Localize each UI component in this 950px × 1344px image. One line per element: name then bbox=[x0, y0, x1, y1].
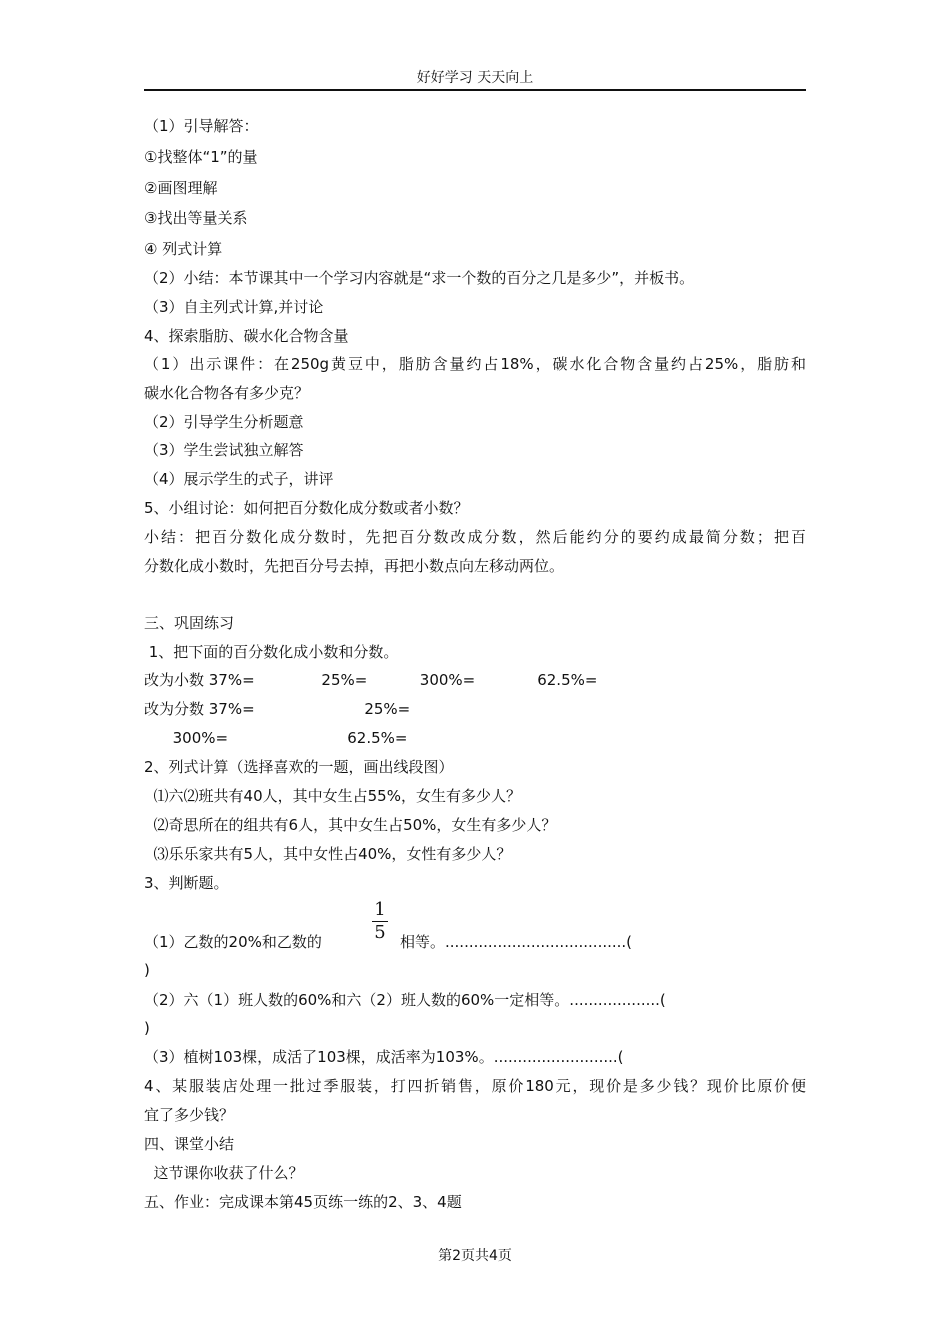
text-line: ①找整体“1”的量 bbox=[144, 148, 258, 166]
page-footer: 第2页共4页 bbox=[438, 1248, 512, 1264]
text-line: ③找出等量关系 bbox=[144, 209, 248, 227]
section-heading: 三、巩固练习 bbox=[144, 614, 235, 632]
exercise-line: 300%= 62.5%= bbox=[144, 729, 408, 747]
text-line: 宜了多少钱？ bbox=[144, 1106, 235, 1124]
judgment-item-3: （3）植树103棵，成活了103棵，成活率为103%。..........................( bbox=[144, 1048, 624, 1066]
text-line: 4、某服装店处理一批过季服装，打四折销售，原价180元，现价是多少钱？现价比原价便 bbox=[144, 1077, 806, 1095]
text-line: 3、判断题。 bbox=[144, 874, 229, 892]
text-line: （3）学生尝试独立解答 bbox=[144, 441, 304, 459]
text-line: ) bbox=[144, 961, 150, 979]
text-line: 5、小组讨论：如何把百分数化成分数或者小数？ bbox=[144, 499, 469, 517]
text-line: 小结：把百分数化成分数时，先把百分数改成分数，然后能约分的要约成最简分数；把百 bbox=[144, 528, 806, 546]
text-line: （1）引导解答： bbox=[144, 117, 259, 135]
fraction-numerator: 1 bbox=[374, 899, 386, 920]
text-line: ④ 列式计算 bbox=[144, 240, 223, 258]
text-line: ②画图理解 bbox=[144, 179, 218, 197]
text-line: （2）小结：本节课其中一个学习内容就是“求一个数的百分之几是多少”，并板书。 bbox=[144, 269, 695, 287]
section-heading: 五、作业：完成课本第45页练一练的2、3、4题 bbox=[144, 1193, 462, 1211]
text-line: ⑴六⑵班共有40人，其中女生占55%，女生有多少人？ bbox=[144, 787, 521, 805]
exercise-line: 改为分数 37%= 25%= bbox=[144, 700, 411, 718]
judgment-item-2: （2）六（1）班人数的60%和六（2）班人数的60%一定相等。...................( bbox=[144, 991, 666, 1009]
text-line: 碳水化合物各有多少克？ bbox=[144, 384, 310, 402]
text-line: 4、探索脂肪、碳水化合物含量 bbox=[144, 327, 349, 345]
text-line: 分数化成小数时，先把百分号去掉，再把小数点向左移动两位。 bbox=[144, 557, 565, 575]
judgment-item-1-tail: 相等。......................................( bbox=[400, 933, 633, 951]
header-divider bbox=[144, 89, 806, 91]
fraction-one-fifth bbox=[372, 900, 388, 943]
text-line: 2、列式计算（选择喜欢的一题，画出线段图） bbox=[144, 758, 454, 776]
fraction-denominator: 5 bbox=[374, 922, 386, 943]
exercise-line: 改为小数 37%= 25%= 300%= 62.5%= bbox=[144, 671, 598, 689]
judgment-item-1-text: （1）乙数的20%和乙数的 bbox=[144, 933, 322, 951]
text-line: （4）展示学生的式子，讲评 bbox=[144, 470, 334, 488]
text-line: ) bbox=[144, 1019, 150, 1037]
text-line: （1）出示课件：在250g黄豆中，脂肪含量约占18%，碳水化合物含量约占25%，脂肪和 bbox=[144, 355, 806, 373]
section-heading: 四、课堂小结 bbox=[144, 1135, 235, 1153]
text-line: （3）自主列式计算,并讨论 bbox=[144, 298, 324, 316]
page-header: 好好学习 天天向上 bbox=[416, 70, 534, 86]
text-line: ⑶乐乐家共有5人，其中女性占40%，女性有多少人？ bbox=[144, 845, 512, 863]
text-line: 这节课你收获了什么？ bbox=[144, 1164, 304, 1182]
text-line: （2）引导学生分析题意 bbox=[144, 413, 304, 431]
text-line: 1、把下面的百分数化成小数和分数。 bbox=[144, 643, 399, 661]
text-line: ⑵奇思所在的组共有6人，其中女生占50%，女生有多少人？ bbox=[144, 816, 557, 834]
